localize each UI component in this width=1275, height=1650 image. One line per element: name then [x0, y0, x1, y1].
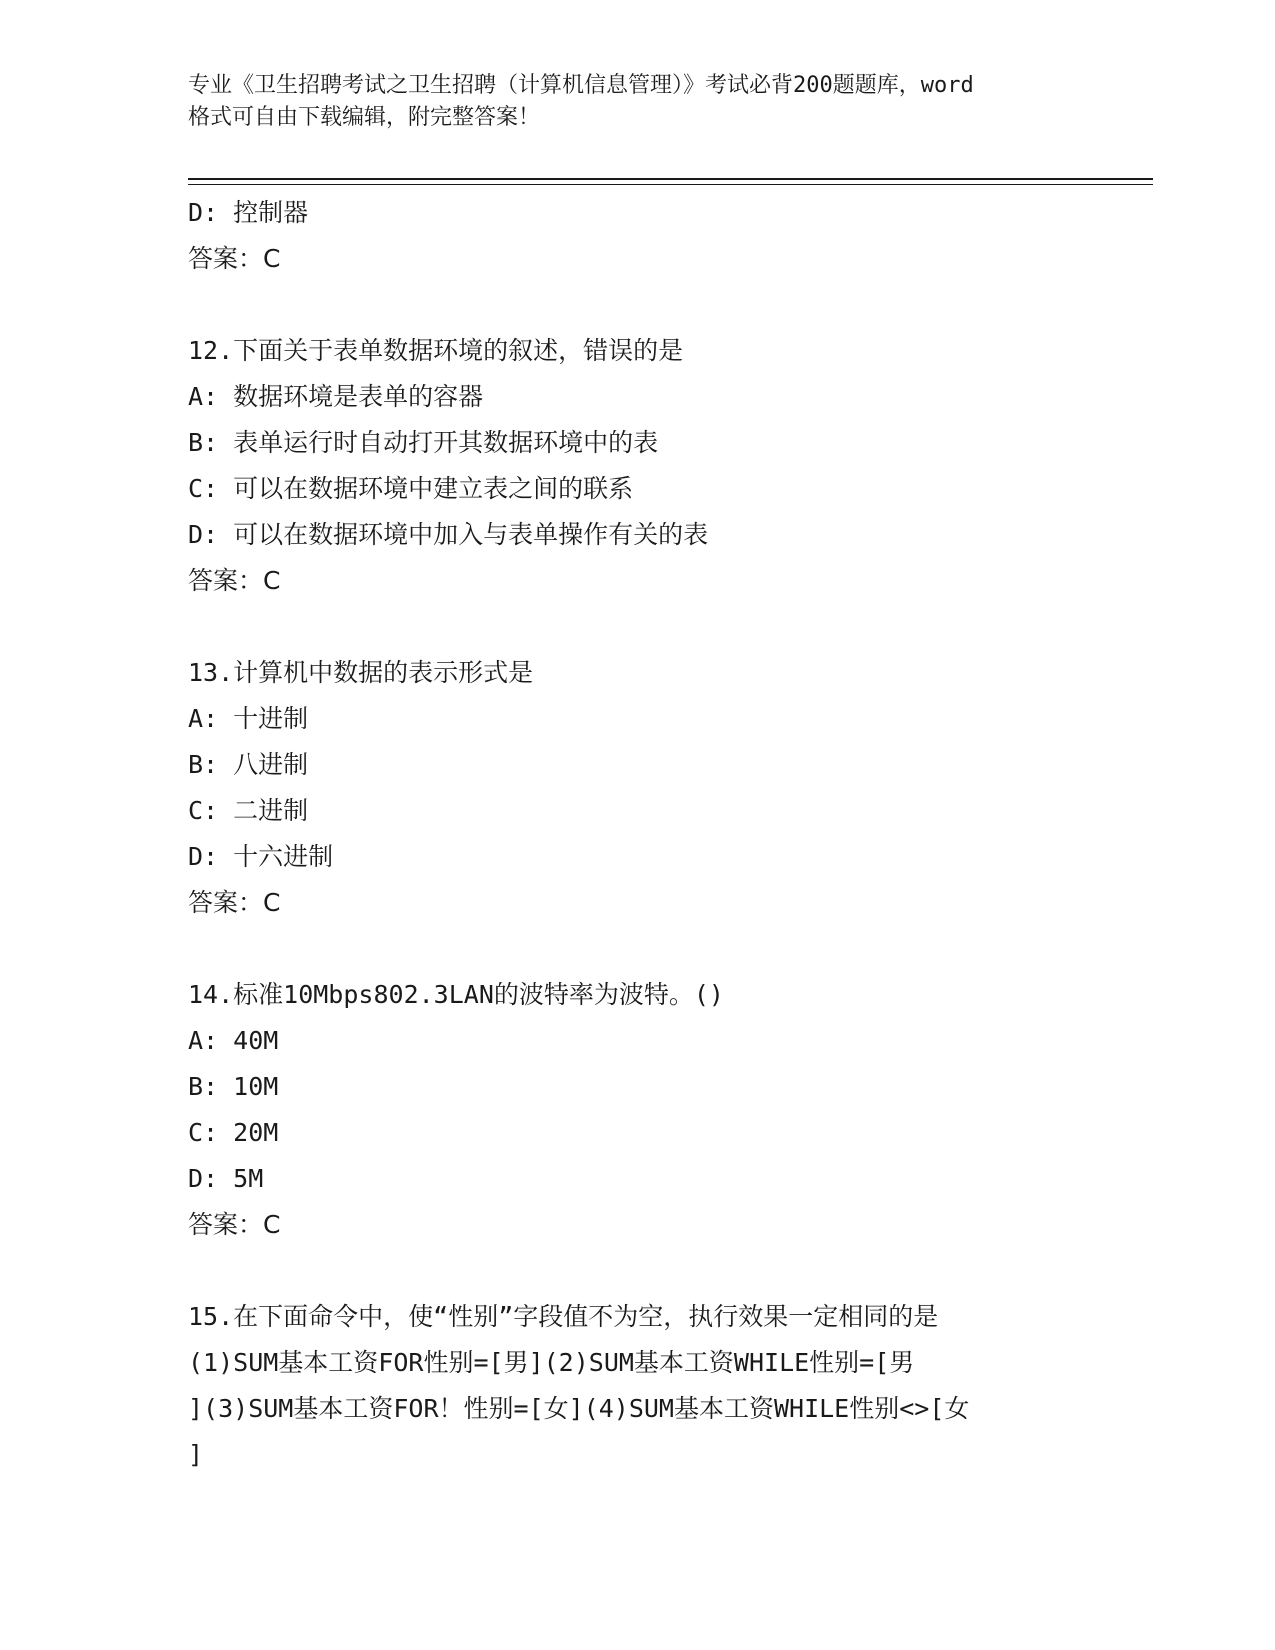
- option-a: A: 40M: [188, 1026, 279, 1055]
- spacer: [188, 926, 1128, 972]
- question-11-tail: [188, 190, 1128, 282]
- question-text: 12.下面关于表单数据环境的叙述，错误的是: [188, 336, 684, 365]
- spacer: [188, 604, 1128, 650]
- option-d: D: 可以在数据环境中加入与表单操作有关的表: [188, 520, 709, 549]
- spacer: [188, 1248, 1128, 1294]
- option-d: D: 十六进制: [188, 842, 334, 871]
- question-13: [188, 650, 1128, 926]
- spacer: [188, 282, 1128, 328]
- header-divider-thick: [188, 178, 1153, 180]
- question-text: 13.计算机中数据的表示形式是: [188, 658, 534, 687]
- option-a: A: 十进制: [188, 704, 309, 733]
- header-divider-thin: [188, 184, 1153, 185]
- option-c: C: 20M: [188, 1118, 279, 1147]
- option-d: D: 控制器: [188, 198, 309, 227]
- option-c: C: 可以在数据环境中建立表之间的联系: [188, 474, 634, 503]
- answer: 答案：C: [188, 566, 281, 595]
- option-b: B: 表单运行时自动打开其数据环境中的表: [188, 428, 659, 457]
- option-b: B: 八进制: [188, 750, 309, 779]
- answer: 答案：C: [188, 244, 281, 273]
- option-b: B: 10M: [188, 1072, 279, 1101]
- question-text-line-1: 15.在下面命令中，使“性别”字段值不为空，执行效果一定相同的是: [188, 1302, 939, 1331]
- question-text-line-2: (1)SUM基本工资FOR性别=[男](2)SUM基本工资WHILE性别=[男: [188, 1348, 915, 1377]
- answer: 答案：C: [188, 1210, 281, 1239]
- question-text-line-3: ](3)SUM基本工资FOR！性别=[女](4)SUM基本工资WHILE性别<>[女: [188, 1394, 970, 1423]
- question-list: [188, 190, 1128, 1478]
- question-14: [188, 972, 1128, 1248]
- header-line-2: 格式可自由下载编辑，附完整答案！: [188, 105, 541, 130]
- answer: 答案：C: [188, 888, 281, 917]
- question-text: 14.标准10Mbps802.3LAN的波特率为波特。(): [188, 980, 724, 1009]
- question-12: [188, 328, 1128, 604]
- option-c: C: 二进制: [188, 796, 309, 825]
- document-header: [188, 70, 1088, 134]
- option-a: A: 数据环境是表单的容器: [188, 382, 484, 411]
- question-text-line-4: ]: [188, 1440, 204, 1469]
- header-line-1: 专业《卫生招聘考试之卫生招聘（计算机信息管理）》考试必背200题题库，word: [188, 73, 974, 98]
- question-15: [188, 1294, 1128, 1478]
- option-d: D: 5M: [188, 1164, 264, 1193]
